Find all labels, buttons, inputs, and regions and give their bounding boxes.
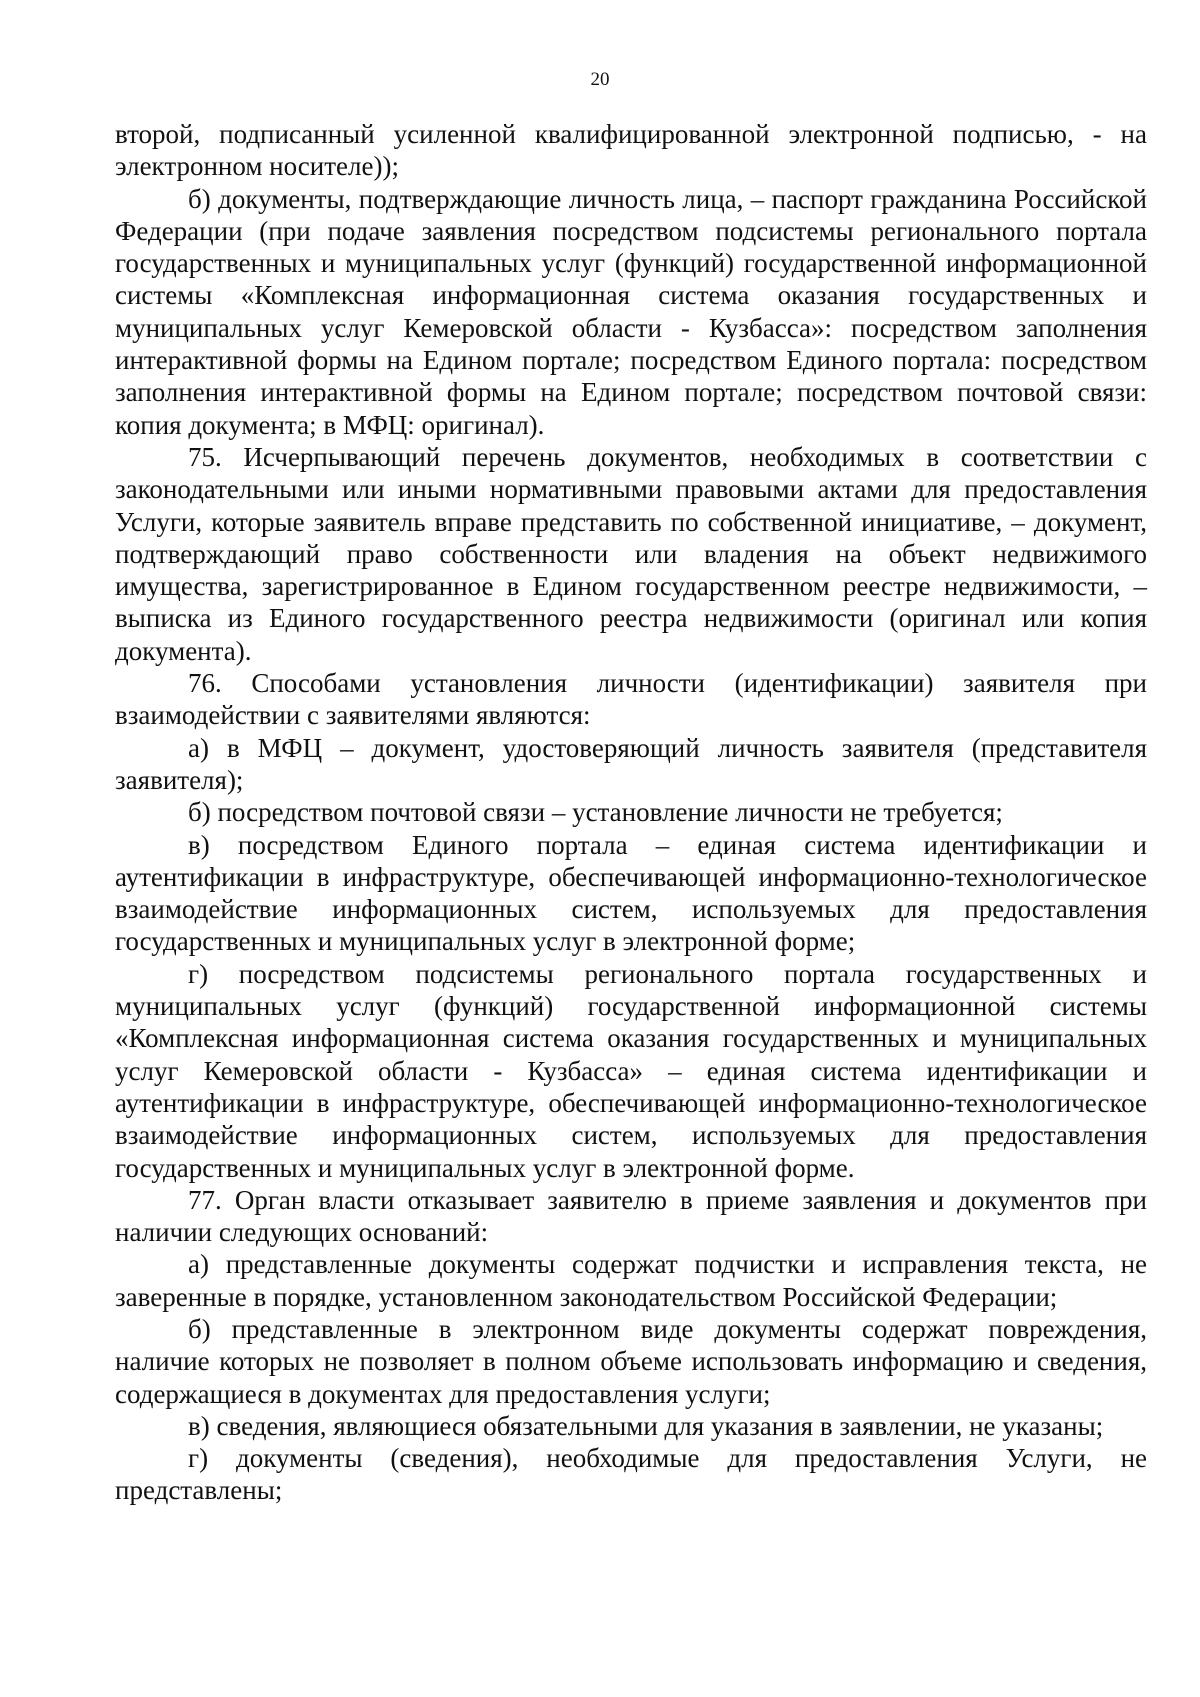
paragraph-77-item-v: в) сведения, являющиеся обязательными для указания в заявлении, не указаны; [188, 1410, 1104, 1441]
paragraph-item-b-identity-documents: б) документы, подтверждающие личность лица, – паспорт гражданина Российской Федерации (при подаче заявления посредством подсистемы регионального портала государственных и муниципальных услуг (функций) государственной информационной системы «Комплексная информационная система оказания государственных и муниципальных услуг Кемеровской области - Кузбасса»: посредством заполнения интерактивной формы на Едином портале; посредством Единого портала: посредством заполнения интерактивной формы на Едином портале; посредством почтовой связи: копия документа; в МФЦ: оригинал). [115, 183, 1147, 440]
paragraph-75: 75. Исчерпывающий перечень документов, необходимых в соответствии с законодательными или иными нормативными правовыми актами для предоставления Услуги, которые заявитель вправе представить по собственной инициативе, – документ, подтверждающий право собственности или владения на объект недвижимого имущества, зарегистрированное в Едином государственном реестре недвижимости, – выписка из Единого государственного реестра недвижимости (оригинал или копия документа). [115, 441, 1147, 666]
document-body [115, 118, 1147, 1507]
paragraph-76-item-b: б) посредством почтовой связи – установление личности не требуется; [188, 797, 1003, 828]
paragraph-77-item-b: б) представленные в электронном виде документы содержат повреждения, наличие которых не позволяет в полном объеме использовать информацию и сведения, содержащиеся в документах для предоставления услуги; [115, 1313, 1147, 1409]
paragraph-76-item-g: г) посредством подсистемы регионального портала государственных и муниципальных услуг (функций) государственной информационной системы «Комплексная информационная система оказания государственных и муниципальных услуг Кемеровской области - Кузбасса» – единая система идентификации и аутентификации в инфраструктуре, обеспечивающей информационно-технологическое взаимодействие информационных систем, используемых для предоставления государственных и муниципальных услуг в электронной форме. [115, 958, 1147, 1183]
paragraph-77-item-g: г) документы (сведения), необходимые для предоставления Услуги, не представлены; [115, 1443, 1147, 1506]
paragraph-77: 77. Орган власти отказывает заявителю в приеме заявления и документов при наличии следующих оснований: [115, 1184, 1147, 1248]
paragraph-76-item-v: в) посредством Единого портала – единая система идентификации и аутентификации в инфраструктуре, обеспечивающей информационно-технологическое взаимодействие информационных систем, используемых для предоставления государственных и муниципальных услуг в электронной форме; [115, 829, 1147, 957]
page-number: 20 [590, 69, 610, 90]
paragraph-continuation: второй, подписанный усиленной квалифицированной электронной подписью, - на электронном носителе)); [115, 119, 1147, 182]
paragraph-76-item-a: а) в МФЦ – документ, удостоверяющий личность заявителя (представителя заявителя); [115, 732, 1147, 795]
paragraph-77-item-a: а) представленные документы содержат подчистки и исправления текста, не заверенные в порядке, установленном законодательством Российской Федерации; [115, 1249, 1147, 1312]
paragraph-76: 76. Способами установления личности (идентификации) заявителя при взаимодействии с заявителями являются: [115, 668, 1147, 731]
